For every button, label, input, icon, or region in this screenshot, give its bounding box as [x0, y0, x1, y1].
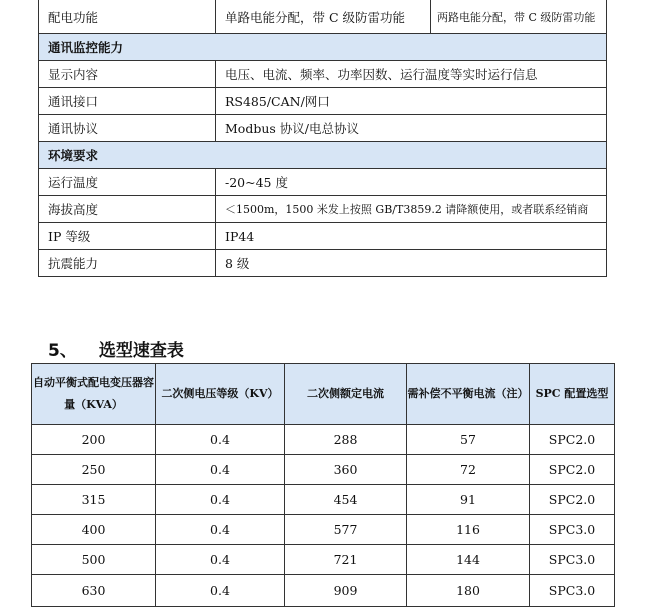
selection-header-row [32, 364, 615, 425]
section-title: 通讯监控能力 [39, 34, 607, 61]
table-cell: 630 [32, 575, 156, 607]
table-cell: 909 [285, 575, 407, 607]
spec-row [39, 88, 607, 115]
spec-row-power-distribution [39, 0, 607, 34]
spec-value: RS485/CAN/网口 [216, 88, 607, 115]
table-cell: 0.4 [156, 425, 285, 455]
selection-table [31, 363, 615, 607]
table-cell: SPC2.0 [530, 455, 615, 485]
spec-value: IP44 [216, 223, 607, 250]
table-cell: SPC3.0 [530, 515, 615, 545]
column-header: 二次侧额定电流 [285, 364, 407, 425]
table-cell: 454 [285, 485, 407, 515]
table-cell: 116 [407, 515, 530, 545]
spec-label: 海拔高度 [39, 196, 216, 223]
spec-value: -20~45 度 [216, 169, 607, 196]
section-title: 环境要求 [39, 142, 607, 169]
spec-value: Modbus 协议/电总协议 [216, 115, 607, 142]
table-cell: 57 [407, 425, 530, 455]
spec-row [39, 169, 607, 196]
table-cell: 72 [407, 455, 530, 485]
spec-label: 通讯协议 [39, 115, 216, 142]
section-heading [48, 336, 184, 361]
table-cell: 0.4 [156, 485, 285, 515]
table-cell: 577 [285, 515, 407, 545]
spec-value: 8 级 [216, 250, 607, 277]
table-cell: 144 [407, 545, 530, 575]
spec-row [39, 61, 607, 88]
table-row [32, 485, 615, 515]
column-header: 需补偿不平衡电流（注） [407, 364, 530, 425]
table-cell: 0.4 [156, 515, 285, 545]
spec-table [38, 0, 607, 277]
table-cell: 0.4 [156, 455, 285, 485]
section-header-communication [39, 34, 607, 61]
table-cell: SPC2.0 [530, 485, 615, 515]
section-heading-title: 选型速查表 [98, 341, 184, 361]
table-row [32, 425, 615, 455]
spec-label: 抗震能力 [39, 250, 216, 277]
table-cell: 315 [32, 485, 156, 515]
table-cell: 721 [285, 545, 407, 575]
section-number: 5、 [48, 341, 77, 361]
table-row [32, 455, 615, 485]
table-cell: 180 [407, 575, 530, 607]
table-row [32, 545, 615, 575]
table-cell: 200 [32, 425, 156, 455]
table-cell: 288 [285, 425, 407, 455]
table-cell: 360 [285, 455, 407, 485]
spec-row [39, 250, 607, 277]
spec-label: 通讯接口 [39, 88, 216, 115]
spec-label: IP 等级 [39, 223, 216, 250]
table-cell: 0.4 [156, 545, 285, 575]
spec-row [39, 223, 607, 250]
spec-label: 配电功能 [39, 0, 216, 34]
spec-label: 运行温度 [39, 169, 216, 196]
column-header: 自动平衡式配电变压器容量（KVA） [32, 364, 156, 425]
table-cell: SPC2.0 [530, 425, 615, 455]
column-header: SPC 配置选型 [530, 364, 615, 425]
table-cell: 0.4 [156, 575, 285, 607]
table-row [32, 515, 615, 545]
section-header-environment [39, 142, 607, 169]
spec-label: 显示内容 [39, 61, 216, 88]
spec-value: 单路电能分配，带 C 级防雷功能 [216, 0, 431, 34]
table-cell: 500 [32, 545, 156, 575]
spec-value: 电压、电流、频率、功率因数、运行温度等实时运行信息 [216, 61, 607, 88]
spec-row [39, 196, 607, 223]
table-cell: 250 [32, 455, 156, 485]
spec-value: 两路电能分配，带 C 级防雷功能 [431, 0, 607, 34]
table-row [32, 575, 615, 607]
column-header: 二次侧电压等级（KV） [156, 364, 285, 425]
spec-value: ＜1500m，1500 米发上按照 GB/T3859.2 请降额使用，或者联系经销商 [216, 196, 607, 223]
table-cell: SPC3.0 [530, 545, 615, 575]
table-cell: SPC3.0 [530, 575, 615, 607]
spec-row [39, 115, 607, 142]
table-cell: 400 [32, 515, 156, 545]
table-cell: 91 [407, 485, 530, 515]
